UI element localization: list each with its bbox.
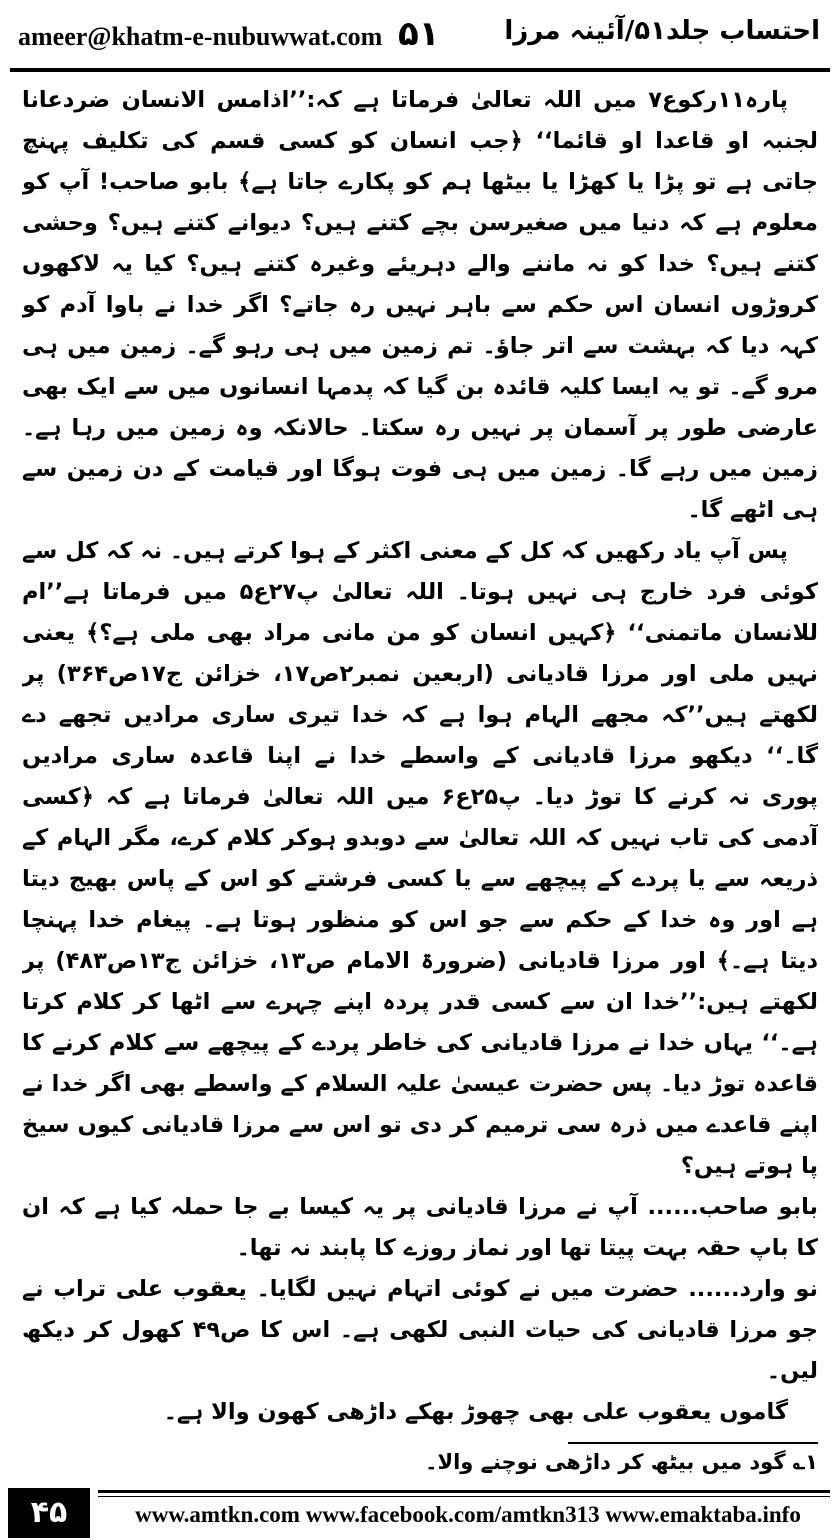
header-divider xyxy=(10,68,830,72)
header-page-number: ۵۱ xyxy=(398,14,440,54)
header-book-title: احتساب جلد۵۱/آئینہ مرزا xyxy=(504,16,820,46)
footnote: ۱؎ گود میں بیٹھ کر داڑھی نوچنے والا۔ xyxy=(425,1450,818,1474)
footer-page-number: ۴۵ xyxy=(8,1488,90,1538)
footer-divider-thin xyxy=(98,1496,830,1497)
body-paragraph-1: پارہ۱۱رکوع۷ میں اللہ تعالیٰ فرماتا ہے کہ:’’اذامس الانسان ضردعانا لجنبہ او قاعدا او قائما‘‘ ﴿جب انسان کو کسی قسم کی تکلیف پہنچ جاتی ہے تو پڑا یا کھڑا یا بیٹھا ہم کو پکارے جاتا ہے﴾ بابو صاحب! آپ کو معلوم ہے کہ دنیا میں صغیرسن بچے کتنے ہیں؟ دیوانے کتنے ہیں؟ وحشی کتنے ہیں؟ خدا کو نہ ماننے والے دہریئے وغیرہ کتنے ہیں؟ کیا یہ لاکھوں کروڑوں انسان اس حکم سے باہر نہیں رہ جاتے؟ اگر خدا نے باوا آدم کو کہہ دیا کہ بہشت سے اتر جاؤ۔ تم زمین میں ہی رہو گے۔ زمین میں ہی مرو گے۔ تو یہ ایسا کلیہ قائدہ بن گیا کہ پدمہا انسانوں میں سے ایک بھی عارضی طور پر آسمان پر نہیں رہ سکتا۔ حالانکہ وہ زمین میں رہا ہے۔ زمین میں رہے گا۔ زمین میں ہی فوت ہوگا اور قیامت کے دن زمین سے ہی اٹھے گا۔ xyxy=(22,87,818,523)
footer-divider xyxy=(98,1490,830,1493)
body-paragraph-2: پس آپ یاد رکھیں کہ کل کے معنی اکثر کے ہوا کرتے ہیں۔ نہ کہ کل سے کوئی فرد خارج ہی نہیں ہوتا۔ اللہ تعالیٰ پ۲۷ع۵ میں فرماتا ہے’’ام للانسان ماتمنی‘‘ ﴿کہیں انسان کو من مانی مراد بھی ملی ہے؟﴾ یعنی نہیں ملی اور مرزا قادیانی (اربعین نمبر۲ص۱۷، خزائن ج۱۷ص۳۶۴) پر لکھتے ہیں’’کہ مجھے الہام ہوا ہے کہ خدا تیری ساری مرادیں تجھے دے گا۔‘‘ دیکھو مرزا قادیانی کے واسطے خدا نے اپنا قاعدہ ساری مرادیں پوری نہ کرنے کا توڑ دیا۔ پ۲۵ع۶ میں اللہ تعالیٰ فرماتا ہے کہ ﴿کسی آدمی کی تاب نہیں کہ اللہ تعالیٰ سے دوبدو ہوکر کلام کرے، مگر الہام کے ذریعہ سے یا پردے کے پیچھے سے یا کسی فرشتے کو اس کے پاس بھیج دیتا ہے اور وہ خدا کے حکم سے جو اس کو منظور ہوتا ہے۔ پیغام خدا پہنچا دیتا ہے۔﴾ اور مرزا قادیانی (ضرورۃ الامام ص۱۳، خزائن ج۱۳ص۴۸۳) پر لکھتے ہیں:’’خدا ان سے کسی قدر پردہ اپنے چہرے سے اٹھا کر کلام کرتا ہے۔‘‘ یہاں خدا نے مرزا قادیانی کی خاطر پردے کے پیچھے سے کلام کرنے کا قاعدہ توڑ دیا۔ پس حضرت عیسیٰ علیہ السلام کے واسطے بھی اگر خدا نے اپنے قاعدے میں ذرہ سی ترمیم کر دی تو اس سے مرزا قادیانی کیوں سیخ پا ہوتے ہیں؟ xyxy=(22,538,818,1179)
header-email: ameer@khatm-e-nubuwwat.com xyxy=(18,22,383,51)
footer-urls: www.amtkn.com www.facebook.com/amtkn313 www.emaktaba.info xyxy=(135,1502,801,1527)
footnote-divider xyxy=(568,1442,818,1444)
body-paragraph-3: بابو صاحب...... آپ نے مرزا قادیانی پر یہ کیسا بے جا حملہ کیا ہے کہ ان کا باپ حقہ بہت پیتا تھا اور نماز روزے کا پابند نہ تھا۔ xyxy=(22,1194,818,1261)
body-paragraph-4: نو وارد...... حضرت میں نے کوئی اتہام نہیں لگایا۔ یعقوب علی تراب نے جو مرزا قادیانی کی حیات النبی لکھی ہے۔ اس کا ص۴۹ کھول کر دیکھ لیں۔ xyxy=(22,1276,818,1384)
page-footer xyxy=(0,1488,840,1540)
page-header xyxy=(0,0,840,72)
body-paragraph-5: گاموں یعقوب علی بھی چھوڑ بھکے داڑھی کھون والا ہے۔ xyxy=(163,1399,788,1425)
page-body xyxy=(22,80,818,1450)
